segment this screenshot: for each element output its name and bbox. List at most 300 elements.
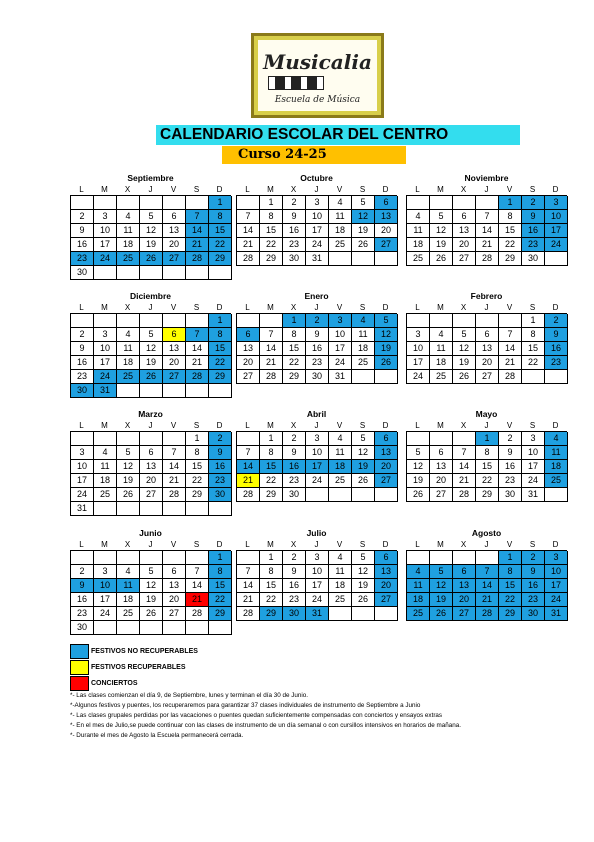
empty-cell [237, 432, 260, 446]
day-cell: 24 [545, 593, 568, 607]
day-cell: 7 [163, 446, 186, 460]
day-cell: 30 [71, 621, 94, 635]
day-cell: 3 [94, 328, 117, 342]
empty-cell [94, 314, 117, 328]
weekday-label: V [170, 421, 177, 430]
day-cell: 15 [260, 460, 283, 474]
weekday-header [406, 539, 567, 550]
legend-label: FESTIVOS NO RECUPERABLES [91, 647, 198, 655]
day-cell: 21 [499, 356, 522, 370]
day-cell: 4 [545, 432, 568, 446]
day-cell: 7 [237, 565, 260, 579]
day-cell: 9 [545, 328, 568, 342]
empty-cell [237, 314, 260, 328]
empty-cell [163, 621, 186, 635]
weekday-label: S [359, 303, 366, 312]
empty-cell [71, 551, 94, 565]
day-cell: 12 [140, 342, 163, 356]
day-cell: 28 [453, 488, 476, 502]
weekday-label: J [314, 185, 319, 194]
day-cell: 15 [260, 579, 283, 593]
day-cell: 21 [237, 474, 260, 488]
day-cell: 27 [430, 488, 453, 502]
day-cell: 11 [94, 460, 117, 474]
day-cell: 28 [476, 252, 499, 266]
day-cell: 22 [186, 474, 209, 488]
month-name: Enero [304, 291, 329, 301]
month-grid [406, 550, 567, 621]
weekday-label: X [460, 540, 467, 549]
day-cell: 25 [117, 252, 140, 266]
empty-cell [352, 370, 375, 384]
day-cell: 26 [375, 356, 398, 370]
day-cell: 4 [117, 210, 140, 224]
empty-cell [117, 196, 140, 210]
day-cell: 24 [94, 607, 117, 621]
month-grid [406, 431, 567, 502]
weekday-label: L [245, 185, 250, 194]
empty-cell [117, 266, 140, 280]
empty-cell [117, 384, 140, 398]
weekday-label: X [124, 185, 131, 194]
day-cell: 19 [453, 356, 476, 370]
day-cell: 11 [329, 446, 352, 460]
day-cell: 6 [163, 210, 186, 224]
empty-cell [476, 196, 499, 210]
day-cell: 14 [186, 224, 209, 238]
month-diciembre [70, 290, 231, 398]
logo-subtitle: Escuela de Música [274, 95, 361, 105]
month-name: Julio [306, 528, 327, 538]
day-cell: 6 [163, 565, 186, 579]
day-cell: 5 [140, 328, 163, 342]
day-cell: 22 [209, 593, 232, 607]
day-cell: 24 [94, 252, 117, 266]
empty-cell [407, 196, 430, 210]
day-cell: 16 [522, 224, 545, 238]
weekday-header [70, 302, 231, 313]
empty-cell [375, 252, 398, 266]
day-cell: 19 [140, 593, 163, 607]
day-cell: 27 [453, 252, 476, 266]
day-cell: 10 [71, 460, 94, 474]
day-cell: 29 [260, 607, 283, 621]
day-cell: 17 [545, 224, 568, 238]
day-cell: 17 [522, 460, 545, 474]
day-cell: 12 [375, 328, 398, 342]
day-cell: 26 [117, 488, 140, 502]
weekday-label: S [193, 421, 200, 430]
day-cell: 19 [117, 474, 140, 488]
day-cell: 3 [545, 196, 568, 210]
day-cell: 7 [237, 210, 260, 224]
weekday-label: M [437, 540, 444, 549]
month-grid [236, 550, 397, 621]
day-cell: 25 [430, 370, 453, 384]
day-cell: 3 [71, 446, 94, 460]
day-cell: 1 [476, 432, 499, 446]
day-cell: 20 [476, 356, 499, 370]
day-cell: 22 [283, 356, 306, 370]
day-cell: 28 [186, 252, 209, 266]
day-cell: 18 [430, 356, 453, 370]
weekday-label: S [529, 421, 536, 430]
day-cell: 2 [545, 314, 568, 328]
day-cell: 9 [499, 446, 522, 460]
day-cell: 16 [71, 238, 94, 252]
day-cell: 7 [499, 328, 522, 342]
day-cell: 18 [329, 224, 352, 238]
day-cell: 26 [352, 474, 375, 488]
day-cell: 30 [283, 488, 306, 502]
day-cell: 10 [329, 328, 352, 342]
day-cell: 13 [375, 565, 398, 579]
weekday-label: D [216, 421, 223, 430]
empty-cell [375, 488, 398, 502]
day-cell: 23 [283, 474, 306, 488]
day-cell: 3 [94, 565, 117, 579]
day-cell: 24 [329, 356, 352, 370]
day-cell: 13 [163, 579, 186, 593]
day-cell: 27 [375, 238, 398, 252]
empty-cell [430, 551, 453, 565]
day-cell: 20 [375, 579, 398, 593]
day-cell: 5 [140, 565, 163, 579]
day-cell: 6 [453, 210, 476, 224]
day-cell: 13 [237, 342, 260, 356]
empty-cell [453, 551, 476, 565]
day-cell: 6 [430, 446, 453, 460]
empty-cell [522, 370, 545, 384]
day-cell: 10 [94, 224, 117, 238]
day-cell: 28 [237, 252, 260, 266]
note-line: *- En el mes de Julio,se puede continuar con las clases de instrumento de un día semanal o con cursillos intensivos en horarios de mañana. [70, 722, 461, 729]
day-cell: 2 [283, 551, 306, 565]
day-cell: 22 [209, 356, 232, 370]
legend-swatch-blue [70, 644, 89, 659]
day-cell: 24 [71, 488, 94, 502]
empty-cell [352, 607, 375, 621]
weekday-header [70, 184, 231, 195]
empty-cell [476, 314, 499, 328]
day-cell: 18 [117, 356, 140, 370]
day-cell: 21 [476, 593, 499, 607]
day-cell: 12 [352, 210, 375, 224]
day-cell: 11 [352, 328, 375, 342]
day-cell: 26 [352, 238, 375, 252]
day-cell: 30 [209, 488, 232, 502]
empty-cell [430, 196, 453, 210]
empty-cell [140, 621, 163, 635]
weekday-label: M [267, 303, 274, 312]
day-cell: 25 [329, 238, 352, 252]
day-cell: 18 [329, 579, 352, 593]
day-cell: 21 [237, 593, 260, 607]
empty-cell [117, 314, 140, 328]
empty-cell [407, 432, 430, 446]
day-cell: 20 [163, 238, 186, 252]
empty-cell [94, 502, 117, 516]
day-cell: 5 [140, 210, 163, 224]
day-cell: 24 [94, 370, 117, 384]
empty-cell [163, 196, 186, 210]
weekday-label: J [484, 540, 489, 549]
day-cell: 25 [329, 593, 352, 607]
day-cell: 4 [407, 565, 430, 579]
day-cell: 1 [260, 551, 283, 565]
day-cell: 9 [283, 210, 306, 224]
day-cell: 13 [430, 460, 453, 474]
day-cell: 9 [306, 328, 329, 342]
weekday-label: L [79, 540, 84, 549]
day-cell: 17 [71, 474, 94, 488]
empty-cell [117, 621, 140, 635]
day-cell: 18 [117, 238, 140, 252]
day-cell: 7 [186, 328, 209, 342]
day-cell: 2 [71, 210, 94, 224]
day-cell: 26 [140, 370, 163, 384]
weekday-label: M [101, 303, 108, 312]
weekday-label: M [101, 421, 108, 430]
day-cell: 18 [117, 593, 140, 607]
day-cell: 23 [306, 356, 329, 370]
day-cell: 1 [260, 196, 283, 210]
day-cell: 8 [522, 328, 545, 342]
day-cell: 30 [522, 607, 545, 621]
month-grid [236, 195, 397, 266]
empty-cell [163, 266, 186, 280]
day-cell: 16 [283, 224, 306, 238]
day-cell: 16 [522, 579, 545, 593]
day-cell: 5 [375, 314, 398, 328]
day-cell: 21 [476, 238, 499, 252]
weekday-label: X [124, 540, 131, 549]
weekday-label: V [506, 421, 513, 430]
day-cell: 12 [140, 579, 163, 593]
empty-cell [163, 432, 186, 446]
day-cell: 24 [407, 370, 430, 384]
month-grid [70, 431, 231, 516]
day-cell: 17 [306, 224, 329, 238]
day-cell: 13 [140, 460, 163, 474]
weekday-label: J [484, 421, 489, 430]
day-cell: 18 [329, 460, 352, 474]
weekday-label: S [359, 421, 366, 430]
day-cell: 14 [476, 224, 499, 238]
empty-cell [375, 370, 398, 384]
month-grid [406, 195, 567, 266]
weekday-label: D [552, 540, 559, 549]
empty-cell [329, 488, 352, 502]
day-cell: 11 [407, 224, 430, 238]
day-cell: 5 [117, 446, 140, 460]
day-cell: 19 [352, 460, 375, 474]
weekday-label: V [336, 421, 343, 430]
weekday-label: J [484, 185, 489, 194]
empty-cell [375, 607, 398, 621]
month-enero [236, 290, 397, 384]
day-cell: 26 [407, 488, 430, 502]
empty-cell [186, 502, 209, 516]
empty-cell [352, 252, 375, 266]
day-cell: 29 [186, 488, 209, 502]
day-cell: 29 [499, 252, 522, 266]
day-cell: 15 [499, 579, 522, 593]
empty-cell [209, 502, 232, 516]
day-cell: 26 [352, 593, 375, 607]
day-cell: 20 [163, 593, 186, 607]
day-cell: 3 [94, 210, 117, 224]
day-cell: 27 [163, 370, 186, 384]
day-cell: 3 [306, 196, 329, 210]
day-cell: 27 [375, 474, 398, 488]
day-cell: 13 [163, 224, 186, 238]
weekday-label: X [290, 540, 297, 549]
day-cell: 1 [186, 432, 209, 446]
month-name: Junio [139, 528, 162, 538]
day-cell: 29 [260, 252, 283, 266]
piano-keys-icon [268, 76, 324, 90]
day-cell: 16 [283, 460, 306, 474]
day-cell: 27 [237, 370, 260, 384]
day-cell: 10 [522, 446, 545, 460]
empty-cell [140, 384, 163, 398]
day-cell: 25 [117, 370, 140, 384]
empty-cell [71, 196, 94, 210]
weekday-label: J [148, 303, 153, 312]
day-cell: 15 [476, 460, 499, 474]
day-cell: 26 [430, 252, 453, 266]
day-cell: 2 [522, 551, 545, 565]
day-cell: 2 [283, 432, 306, 446]
day-cell: 2 [499, 432, 522, 446]
weekday-label: D [216, 540, 223, 549]
day-cell: 3 [522, 432, 545, 446]
month-mayo [406, 408, 567, 502]
day-cell: 9 [283, 446, 306, 460]
day-cell: 11 [329, 565, 352, 579]
month-octubre [236, 172, 397, 266]
day-cell: 12 [352, 565, 375, 579]
empty-cell [453, 196, 476, 210]
day-cell: 5 [430, 565, 453, 579]
day-cell: 23 [522, 593, 545, 607]
legend-label: FESTIVOS RECUPERABLES [91, 663, 186, 671]
day-cell: 9 [522, 210, 545, 224]
day-cell: 2 [71, 565, 94, 579]
weekday-label: J [148, 540, 153, 549]
weekday-label: V [170, 540, 177, 549]
day-cell: 4 [329, 551, 352, 565]
day-cell: 22 [476, 474, 499, 488]
day-cell: 8 [476, 446, 499, 460]
weekday-header [406, 302, 567, 313]
day-cell: 5 [407, 446, 430, 460]
empty-cell [209, 266, 232, 280]
day-cell: 2 [209, 432, 232, 446]
weekday-label: S [529, 185, 536, 194]
day-cell: 23 [71, 252, 94, 266]
legend-item [70, 643, 198, 659]
day-cell: 7 [476, 210, 499, 224]
day-cell: 23 [71, 607, 94, 621]
day-cell: 22 [260, 238, 283, 252]
weekday-header [236, 539, 397, 550]
day-cell: 29 [209, 370, 232, 384]
day-cell: 9 [71, 579, 94, 593]
day-cell: 10 [94, 579, 117, 593]
day-cell: 22 [260, 474, 283, 488]
day-cell: 22 [522, 356, 545, 370]
day-cell: 21 [186, 593, 209, 607]
day-cell: 22 [499, 238, 522, 252]
weekday-label: M [437, 421, 444, 430]
day-cell: 20 [237, 356, 260, 370]
day-cell: 29 [260, 488, 283, 502]
day-cell: 4 [352, 314, 375, 328]
day-cell: 25 [117, 607, 140, 621]
weekday-label: L [415, 540, 420, 549]
day-cell: 7 [186, 565, 209, 579]
empty-cell [476, 551, 499, 565]
day-cell: 17 [94, 593, 117, 607]
empty-cell [163, 502, 186, 516]
day-cell: 11 [545, 446, 568, 460]
note-line: *- Las clases comienzan el día 9, de Septiembre, lunes y terminan el día 30 de Junio. [70, 692, 309, 699]
day-cell: 14 [260, 342, 283, 356]
day-cell: 19 [140, 356, 163, 370]
day-cell: 6 [476, 328, 499, 342]
empty-cell [163, 384, 186, 398]
day-cell: 27 [453, 607, 476, 621]
day-cell: 29 [499, 607, 522, 621]
legend-item [70, 675, 198, 691]
day-cell: 19 [375, 342, 398, 356]
day-cell: 2 [283, 196, 306, 210]
weekday-label: V [170, 303, 177, 312]
day-cell: 24 [522, 474, 545, 488]
day-cell: 18 [407, 593, 430, 607]
day-cell: 16 [209, 460, 232, 474]
day-cell: 10 [306, 446, 329, 460]
day-cell: 25 [545, 474, 568, 488]
day-cell: 13 [476, 342, 499, 356]
empty-cell [140, 502, 163, 516]
weekday-label: D [382, 185, 389, 194]
day-cell: 12 [430, 224, 453, 238]
day-cell: 1 [499, 551, 522, 565]
empty-cell [186, 196, 209, 210]
day-cell: 16 [545, 342, 568, 356]
day-cell: 1 [260, 432, 283, 446]
day-cell: 16 [71, 356, 94, 370]
empty-cell [430, 432, 453, 446]
weekday-header [236, 302, 397, 313]
weekday-label: L [79, 421, 84, 430]
month-septiembre [70, 172, 231, 280]
day-cell: 7 [476, 565, 499, 579]
weekday-label: L [79, 185, 84, 194]
day-cell: 8 [186, 446, 209, 460]
weekday-label: V [336, 185, 343, 194]
month-name: Diciembre [129, 291, 172, 301]
day-cell: 29 [476, 488, 499, 502]
weekday-label: V [506, 303, 513, 312]
empty-cell [329, 607, 352, 621]
weekday-header [236, 420, 397, 431]
day-cell: 8 [499, 210, 522, 224]
weekday-label: J [148, 421, 153, 430]
